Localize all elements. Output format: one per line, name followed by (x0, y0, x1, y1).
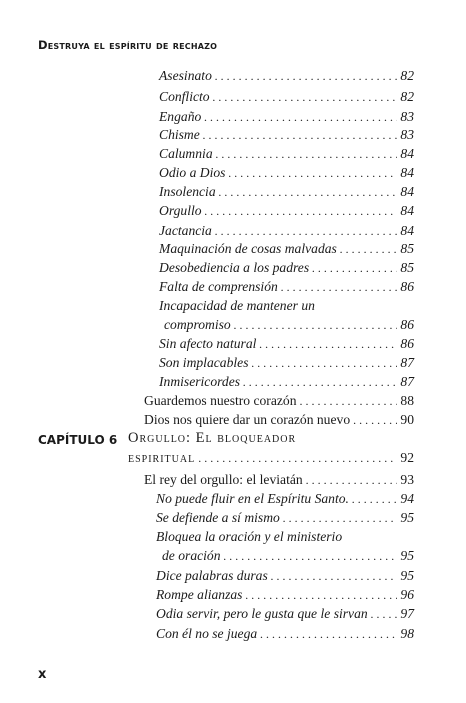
toc-entry[interactable] (159, 239, 414, 259)
toc-entry-page: 82 (400, 89, 414, 104)
toc-leader (271, 567, 398, 586)
toc-leader (228, 164, 397, 183)
toc-entry[interactable] (162, 546, 414, 566)
toc-entry-page: 84 (400, 165, 414, 180)
toc-leader (213, 88, 398, 107)
toc-entry-title: Falta de comprensión (159, 279, 278, 294)
toc-entry-title: Se defiende a sí mismo (156, 510, 280, 525)
toc-leader (259, 335, 397, 354)
toc-entry-page: 95 (400, 548, 414, 563)
page-number: x (38, 667, 47, 682)
toc-entry[interactable] (144, 410, 414, 430)
toc-entry-title: Engaño (159, 109, 202, 124)
toc-entry[interactable] (159, 201, 414, 221)
toc-entry-title: Jactancia (159, 223, 212, 238)
toc-leader (260, 625, 397, 644)
toc-entry-line1[interactable] (156, 527, 414, 546)
chapter-page: 92 (400, 450, 414, 465)
toc-entry-page: 83 (400, 109, 414, 124)
toc-entry-line1[interactable] (159, 296, 414, 315)
toc-entry-title: Conflicto (159, 89, 210, 104)
toc-entry-page: 93 (400, 472, 414, 487)
toc-entry-title: Sin afecto natural (159, 336, 257, 351)
toc-entry-title: Insolencia (159, 184, 216, 199)
toc-entry[interactable] (159, 353, 414, 373)
toc-entry[interactable] (159, 163, 414, 183)
toc-entry-title: Desobediencia a los padres (159, 260, 310, 275)
toc-entry-title: Guardemos nuestro corazón (144, 393, 297, 408)
toc-entry-title: Odio a Dios (159, 165, 226, 180)
toc-entry-title: Dios nos quiere dar un corazón nuevo (144, 412, 351, 427)
toc-entry-title: Con él no se juega (156, 626, 258, 641)
toc-entry[interactable] (159, 107, 414, 127)
chapter-entry[interactable] (128, 448, 414, 468)
toc-entry-page: 85 (400, 260, 414, 275)
toc-entry-title: Calumnia (159, 146, 213, 161)
toc-leader (203, 126, 398, 145)
toc-entry[interactable] (159, 258, 414, 278)
toc-entry-page: 87 (400, 355, 414, 370)
toc-entry-page: 84 (400, 146, 414, 161)
chapter-label: CAPÍTULO 6 (38, 433, 118, 447)
toc-leader (306, 471, 398, 490)
toc-leader (219, 183, 398, 202)
toc-entry-title: Dice palabras duras (156, 568, 268, 583)
chapter-title: Orgullo: El bloqueador (128, 430, 297, 446)
toc-leader (198, 449, 397, 468)
toc-leader (251, 354, 397, 373)
toc-leader (340, 240, 398, 259)
toc-entry-page: 86 (400, 279, 414, 294)
toc-leader (216, 145, 398, 164)
toc-entry-page: 82 (400, 68, 414, 83)
toc-entry[interactable] (159, 66, 414, 86)
toc-entry-title: Inmisericordes (159, 374, 241, 389)
toc-entry-page: 97 (400, 606, 414, 621)
toc-leader (371, 605, 398, 624)
toc-entry-page: 86 (400, 317, 414, 332)
toc-entry-page: 84 (400, 203, 414, 218)
toc-entry-title: Odia servir, pero le gusta que le sirvan (156, 606, 368, 621)
toc-entry-page: 95 (400, 510, 414, 525)
toc-entry[interactable] (159, 334, 414, 354)
toc-leader (353, 411, 397, 430)
toc-entry[interactable] (144, 391, 414, 411)
toc-entry-title: Maquinación de cosas malvadas (159, 241, 337, 256)
toc-entry-title: de oración (162, 548, 221, 563)
toc-entry[interactable] (144, 470, 414, 490)
toc-entry-title: Chisme (159, 127, 200, 142)
chapter-title: espiritual (128, 451, 196, 466)
toc-entry-page: 94 (400, 491, 414, 506)
toc-entry-title: Incapacidad de mantener un (159, 298, 315, 313)
toc-leader (245, 586, 397, 605)
toc-entry[interactable] (164, 315, 414, 335)
toc-entry[interactable] (159, 144, 414, 164)
toc-entry-page: 86 (400, 336, 414, 351)
toc-leader (352, 490, 397, 509)
toc-entry[interactable] (159, 125, 414, 145)
toc-entry-page: 98 (400, 626, 414, 641)
toc-entry-page: 84 (400, 184, 414, 199)
toc-leader (281, 278, 398, 297)
toc-entry-title: Bloquea la oración y el ministerio (156, 529, 343, 544)
toc-entry-page: 84 (400, 223, 414, 238)
toc-leader (205, 202, 398, 221)
toc-entry[interactable] (159, 277, 414, 297)
toc-leader (243, 373, 397, 392)
toc-entry-title: No puede fluir en el Espíritu Santo. (156, 491, 349, 506)
toc-entry[interactable] (159, 372, 414, 392)
toc-leader (283, 509, 398, 528)
toc-entry[interactable] (159, 87, 414, 107)
toc-entry-page: 85 (400, 241, 414, 256)
toc-entry-page: 90 (400, 412, 414, 427)
toc-entry[interactable] (156, 604, 414, 624)
toc-entry[interactable] (156, 566, 414, 586)
toc-entry-title: El rey del orgullo: el leviatán (144, 472, 303, 487)
toc-leader (234, 316, 398, 335)
toc-entry-title: Son implacables (159, 355, 249, 370)
toc-leader (215, 67, 398, 86)
toc-entry-page: 87 (400, 374, 414, 389)
toc-entry-title: Orgullo (159, 203, 202, 218)
toc-entry-title: Rompe alianzas (156, 587, 243, 602)
toc-leader (300, 392, 398, 411)
toc-entry[interactable] (156, 624, 414, 644)
toc-entry-page: 88 (400, 393, 414, 408)
toc-leader (224, 547, 398, 566)
toc-entry-page: 95 (400, 568, 414, 583)
toc-entry[interactable] (159, 182, 414, 202)
chapter-title-line1[interactable] (128, 429, 414, 448)
toc-entry[interactable] (156, 489, 414, 509)
running-header: Destruya el espíritu de rechazo (38, 38, 218, 52)
toc-entry-page: 96 (400, 587, 414, 602)
toc-entry[interactable] (156, 508, 414, 528)
toc-entry-page: 83 (400, 127, 414, 142)
toc-entry[interactable] (159, 221, 414, 241)
toc-entry[interactable] (156, 585, 414, 605)
toc-leader (312, 259, 397, 278)
toc-entry-title: compromiso (164, 317, 231, 332)
toc-entry-title: Asesinato (159, 68, 212, 83)
